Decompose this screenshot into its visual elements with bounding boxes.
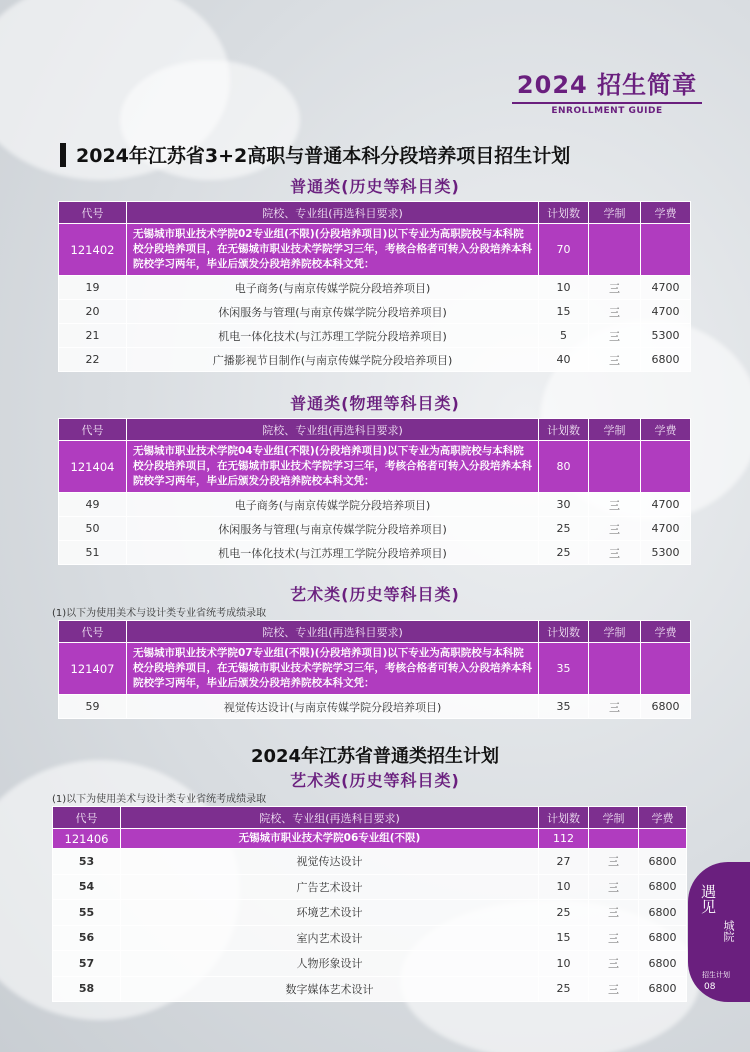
school-code: 121406: [53, 829, 121, 849]
header-code: 代号: [59, 202, 127, 224]
header-fee: 学费: [641, 419, 691, 441]
school-row: [59, 643, 691, 695]
row-fee: 6800: [639, 951, 687, 977]
header-school: 院校、专业组(再选科目要求): [121, 807, 539, 829]
table-header-row: [59, 202, 691, 224]
main-title-2: 2024年江苏省普通类招生计划: [250, 746, 500, 767]
plan-table-4: [52, 806, 687, 1002]
school-desc: 无锡城市职业技术学院02专业组(不限)(分段培养项目)以下专业为高职院校与本科院校分段培养项目，在无锡城市职业技术学院学习三年，考核合格者可转入分段培养本科院校学习两年，毕业后颁发分段培养院校本科文凭：: [127, 224, 539, 276]
header-school: 院校、专业组(再选科目要求): [127, 419, 539, 441]
row-code: 58: [53, 976, 121, 1002]
table-row: [53, 951, 687, 977]
school-desc: 无锡城市职业技术学院06专业组(不限): [121, 829, 539, 849]
table-header-row: [53, 807, 687, 829]
table-row: [59, 276, 691, 300]
header-plan: 计划数: [539, 419, 589, 441]
table-row: [53, 925, 687, 951]
table-header-row: [59, 419, 691, 441]
plan-table-3: [58, 620, 691, 719]
title-bar-icon: [60, 143, 66, 167]
brand-subtitle: ENROLLMENT GUIDE: [551, 106, 663, 116]
table-row: [59, 300, 691, 324]
header-fee: 学费: [639, 807, 687, 829]
row-code: 51: [59, 541, 127, 565]
row-name: 视觉传达设计: [121, 849, 539, 875]
school-code: 121402: [59, 224, 127, 276]
table-row: [53, 874, 687, 900]
row-plan: 25: [539, 976, 589, 1002]
row-name: 数字媒体艺术设计: [121, 976, 539, 1002]
brand-divider: [512, 102, 702, 104]
header-code: 代号: [59, 419, 127, 441]
row-plan: 25: [539, 900, 589, 926]
main-title-1-text: 2024年江苏省3+2高职与普通本科分段培养项目招生计划: [76, 145, 571, 167]
row-plan: 25: [539, 541, 589, 565]
row-fee: 4700: [641, 300, 691, 324]
row-name: 电子商务(与南京传媒学院分段培养项目): [127, 276, 539, 300]
row-fee: 6800: [639, 976, 687, 1002]
row-name: 室内艺术设计: [121, 925, 539, 951]
row-years: 三: [589, 324, 641, 348]
school-code: 121407: [59, 643, 127, 695]
row-fee: 4700: [641, 493, 691, 517]
row-fee: 5300: [641, 324, 691, 348]
header-plan: 计划数: [539, 807, 589, 829]
header-plan: 计划数: [539, 202, 589, 224]
school-row: [59, 441, 691, 493]
row-plan: 27: [539, 849, 589, 875]
row-years: 三: [589, 695, 641, 719]
row-years: 三: [589, 517, 641, 541]
table-row: [59, 348, 691, 372]
row-years: 三: [589, 900, 639, 926]
row-fee: 4700: [641, 276, 691, 300]
table-row: [53, 849, 687, 875]
row-name: 环境艺术设计: [121, 900, 539, 926]
row-fee: 6800: [641, 695, 691, 719]
section-note-4: (1)以下为使用美术与设计类专业省统考成绩录取: [52, 794, 267, 805]
header-school: 院校、专业组(再选科目要求): [127, 621, 539, 643]
row-fee: 5300: [641, 541, 691, 565]
header-code: 代号: [53, 807, 121, 829]
row-plan: 25: [539, 517, 589, 541]
brand-title: 2024 招生简章: [516, 71, 698, 99]
row-years: 三: [589, 541, 641, 565]
table-row: [53, 976, 687, 1002]
row-name: 广播影视节目制作(与南京传媒学院分段培养项目): [127, 348, 539, 372]
row-plan: 10: [539, 951, 589, 977]
school-row: [53, 829, 687, 849]
row-plan: 10: [539, 276, 589, 300]
row-plan: 35: [539, 695, 589, 719]
table-row: [53, 900, 687, 926]
school-desc: 无锡城市职业技术学院07专业组(不限)(分段培养项目)以下专业为高职院校与本科院校分段培养项目，在无锡城市职业技术学院学习三年，考核合格者可转入分段培养本科院校学习两年，毕业后颁发分段培养院校本科文凭：: [127, 643, 539, 695]
table-row: [59, 517, 691, 541]
table-row: [59, 541, 691, 565]
row-name: 电子商务(与南京传媒学院分段培养项目): [127, 493, 539, 517]
main-title-1: [60, 141, 570, 168]
side-tab-calligraphy: 遇见: [699, 884, 717, 914]
row-code: 55: [53, 900, 121, 926]
table-header-row: [59, 621, 691, 643]
row-code: 59: [59, 695, 127, 719]
row-fee: 6800: [639, 900, 687, 926]
plan-table-1: [58, 201, 691, 372]
table-row: [59, 695, 691, 719]
row-plan: 10: [539, 874, 589, 900]
row-name: 广告艺术设计: [121, 874, 539, 900]
section-title-4: 艺术类(历史等科目类): [290, 771, 460, 790]
row-years: 三: [589, 951, 639, 977]
row-code: 53: [53, 849, 121, 875]
row-years: 三: [589, 276, 641, 300]
row-fee: 6800: [639, 874, 687, 900]
row-years: 三: [589, 348, 641, 372]
school-plan: 70: [539, 224, 589, 276]
row-fee: 6800: [641, 348, 691, 372]
row-code: 57: [53, 951, 121, 977]
header-years: 学制: [589, 202, 641, 224]
row-plan: 40: [539, 348, 589, 372]
row-name: 人物形象设计: [121, 951, 539, 977]
side-tab-label: 招生计划: [702, 971, 730, 979]
row-code: 20: [59, 300, 127, 324]
row-years: 三: [589, 300, 641, 324]
header-plan: 计划数: [539, 621, 589, 643]
side-tab: [688, 862, 750, 1002]
row-code: 56: [53, 925, 121, 951]
row-name: 机电一体化技术(与江苏理工学院分段培养项目): [127, 324, 539, 348]
plan-table-2: [58, 418, 691, 565]
row-code: 49: [59, 493, 127, 517]
row-fee: 6800: [639, 849, 687, 875]
section-title-3: 艺术类(历史等科目类): [290, 585, 460, 604]
header-fee: 学费: [641, 621, 691, 643]
header-years: 学制: [589, 807, 639, 829]
brand-header: [512, 68, 702, 116]
school-plan: 112: [539, 829, 589, 849]
section-title-2: 普通类(物理等科目类): [290, 394, 460, 413]
header-years: 学制: [589, 621, 641, 643]
side-tab-calligraphy-2: 城院: [722, 920, 735, 942]
header-code: 代号: [59, 621, 127, 643]
row-code: 50: [59, 517, 127, 541]
section-title-1: 普通类(历史等科目类): [290, 177, 460, 196]
row-fee: 4700: [641, 517, 691, 541]
row-years: 三: [589, 925, 639, 951]
row-plan: 15: [539, 925, 589, 951]
table-row: [59, 493, 691, 517]
section-note-3: (1)以下为使用美术与设计类专业省统考成绩录取: [52, 608, 267, 619]
row-plan: 30: [539, 493, 589, 517]
header-school: 院校、专业组(再选科目要求): [127, 202, 539, 224]
row-years: 三: [589, 874, 639, 900]
school-row: [59, 224, 691, 276]
row-code: 22: [59, 348, 127, 372]
row-name: 休闲服务与管理(与南京传媒学院分段培养项目): [127, 300, 539, 324]
row-code: 21: [59, 324, 127, 348]
page-number: 08: [704, 982, 716, 992]
row-years: 三: [589, 849, 639, 875]
row-name: 视觉传达设计(与南京传媒学院分段培养项目): [127, 695, 539, 719]
row-plan: 15: [539, 300, 589, 324]
header-years: 学制: [589, 419, 641, 441]
school-desc: 无锡城市职业技术学院04专业组(不限)(分段培养项目)以下专业为高职院校与本科院校分段培养项目，在无锡城市职业技术学院学习三年，考核合格者可转入分段培养本科院校学习两年，毕业后颁发分段培养院校本科文凭：: [127, 441, 539, 493]
row-fee: 6800: [639, 925, 687, 951]
row-code: 54: [53, 874, 121, 900]
row-years: 三: [589, 493, 641, 517]
school-plan: 35: [539, 643, 589, 695]
row-plan: 5: [539, 324, 589, 348]
school-plan: 80: [539, 441, 589, 493]
row-name: 休闲服务与管理(与南京传媒学院分段培养项目): [127, 517, 539, 541]
row-years: 三: [589, 976, 639, 1002]
header-fee: 学费: [641, 202, 691, 224]
school-code: 121404: [59, 441, 127, 493]
row-name: 机电一体化技术(与江苏理工学院分段培养项目): [127, 541, 539, 565]
row-code: 19: [59, 276, 127, 300]
table-row: [59, 324, 691, 348]
